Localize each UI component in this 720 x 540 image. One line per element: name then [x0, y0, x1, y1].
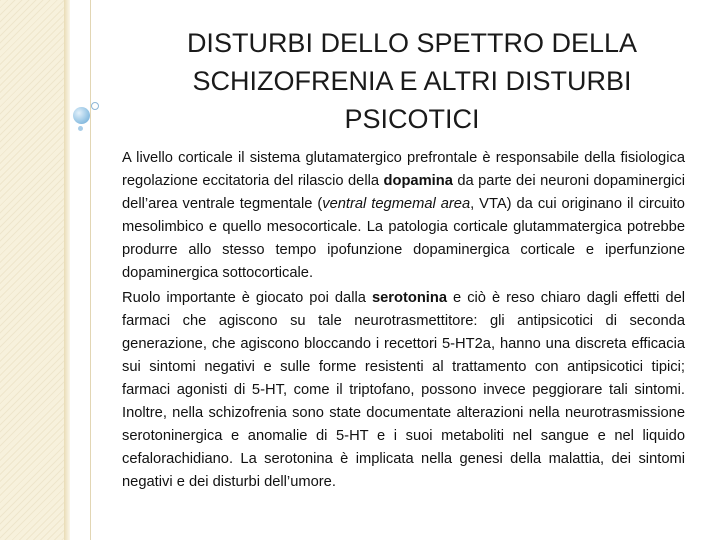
decorative-sidebar: [0, 0, 64, 540]
keyword-dopamina: dopamina: [383, 172, 453, 189]
slide-title: DISTURBI DELLO SPETTRO DELLA SCHIZOFRENIA E ALTRI DISTURBI PSICOTICI: [186, 28, 638, 134]
sidebar-divider-line: [90, 0, 91, 540]
paragraph1-text-end: , VTA) da cui originano il circuito mesolimbico e quello mesocorticale. La patologia corticale glutammatergica potrebbe produrre allo stesso tempo ipofunzione dopaminergica corticale e iperfunzione dopaminergica sottocorticale.: [122, 195, 685, 281]
sidebar-edge: [64, 0, 70, 540]
decorative-bubble-large: [73, 107, 90, 124]
paragraph1-text-middle: da parte dei neuroni dopaminergici dell’area ventrale tegmentale (: [122, 172, 685, 212]
keyword-serotonina: serotonina: [371, 290, 448, 307]
slide-body: [122, 147, 685, 494]
paragraph-serotonin: [122, 287, 685, 493]
paragraph2-text-end: e ciò è reso chiaro dagli effetti del farmaci che agiscono su tale neurotrasmettitore: gli antipsicotici di seconda generazione, che agiscono bloccando i recettori 5-HT2a, hanno una discreta efficacia sui sintomi negativi e sulle forme resistenti al trattamento con antipsicotici tipici; farmaci agonisti di 5-HT, come il triptofano, possono invece peggiorare tali sintomi. Inoltre, nella schizofrenia sono state documentate alterazioni nella neurotrasmissione serotoninergica e anomalie di 5-HT e i suoi metaboliti nel sangue e nel liquido cefalorachidiano. La serotonina è implicata nella genesi della malattia, dei sintomi negativi e dei disturbi dell’umore.: [122, 290, 686, 490]
term-ventral-area: ventral tegmemal area: [322, 195, 471, 212]
decorative-bubble-small: [91, 102, 99, 110]
paragraph-dopamine: [122, 147, 685, 284]
paragraph1-text-start: A livello corticale il sistema glutamatergico prefrontale è responsabile della fisiologica regolazione eccitatoria del rilascio della: [122, 150, 685, 189]
paragraph2-text-start: Ruolo importante è giocato poi dalla: [122, 290, 372, 307]
decorative-bubble-tiny: [78, 126, 83, 131]
